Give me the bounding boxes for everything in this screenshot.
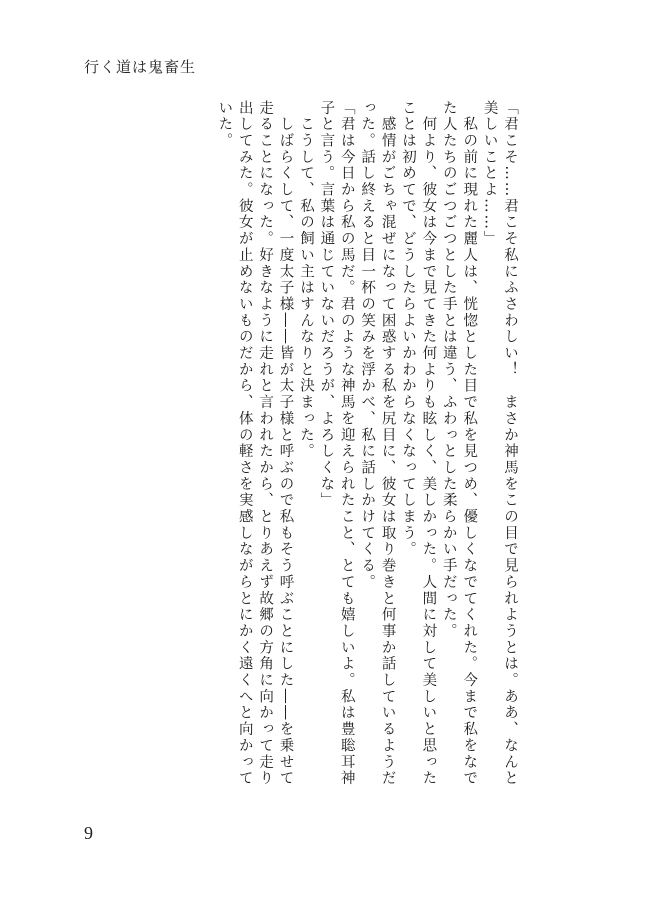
- paragraph: 「君こそ……君こそ私にふさわしい！ まさか神馬をこの目で見られようとは。ああ、なんと美しいことよ……」: [481, 100, 518, 787]
- paragraph: しばらくして、一度太子様――皆が太子様と呼ぶので私もそう呼ぶことにした――を乗せて走ることになった。好きなように走れと言われたから、とりあえず故郷の方角に向かって走り出してみた。彼女が止めないものだから、体の軽さを実感しながらとにかく遠くへと向かっていた。: [216, 100, 294, 787]
- paragraph: 「君は今日から私の馬だ。君のような神馬を迎えられたこと、とても嬉しいよ。私は豊聡耳神子と言う。言葉は通じていないだろうが、よろしくな」: [318, 100, 355, 787]
- paragraph: 感情がごちゃ混ぜになって困惑する私を尻目に、彼女は取り巻きと何事か話しているようだった。話し終えると目一杯の笑みを浮かべ、私に話しかけてくる。: [359, 100, 396, 787]
- paragraph: こうして、私の飼い主はすんなりと決まった。: [297, 100, 314, 460]
- page-number: 9: [84, 823, 93, 843]
- paragraph: 私の前に現れた麗人は、恍惚とした目で私を見つめ、優しくなでてくれた。今まで私をなでた人たちのごつごつとした手とは違う、ふわっとした柔らかい手だった。: [440, 100, 478, 787]
- running-title: 行く道は鬼畜生: [84, 58, 197, 76]
- body-text: [82, 100, 520, 800]
- paragraph: 何より、彼女は今まで見てきた何よりも眩しく、美しかった。人間に対して美しいと思ったことは初めてで、どうしたらよいかわからなくなってしまう。: [399, 100, 437, 787]
